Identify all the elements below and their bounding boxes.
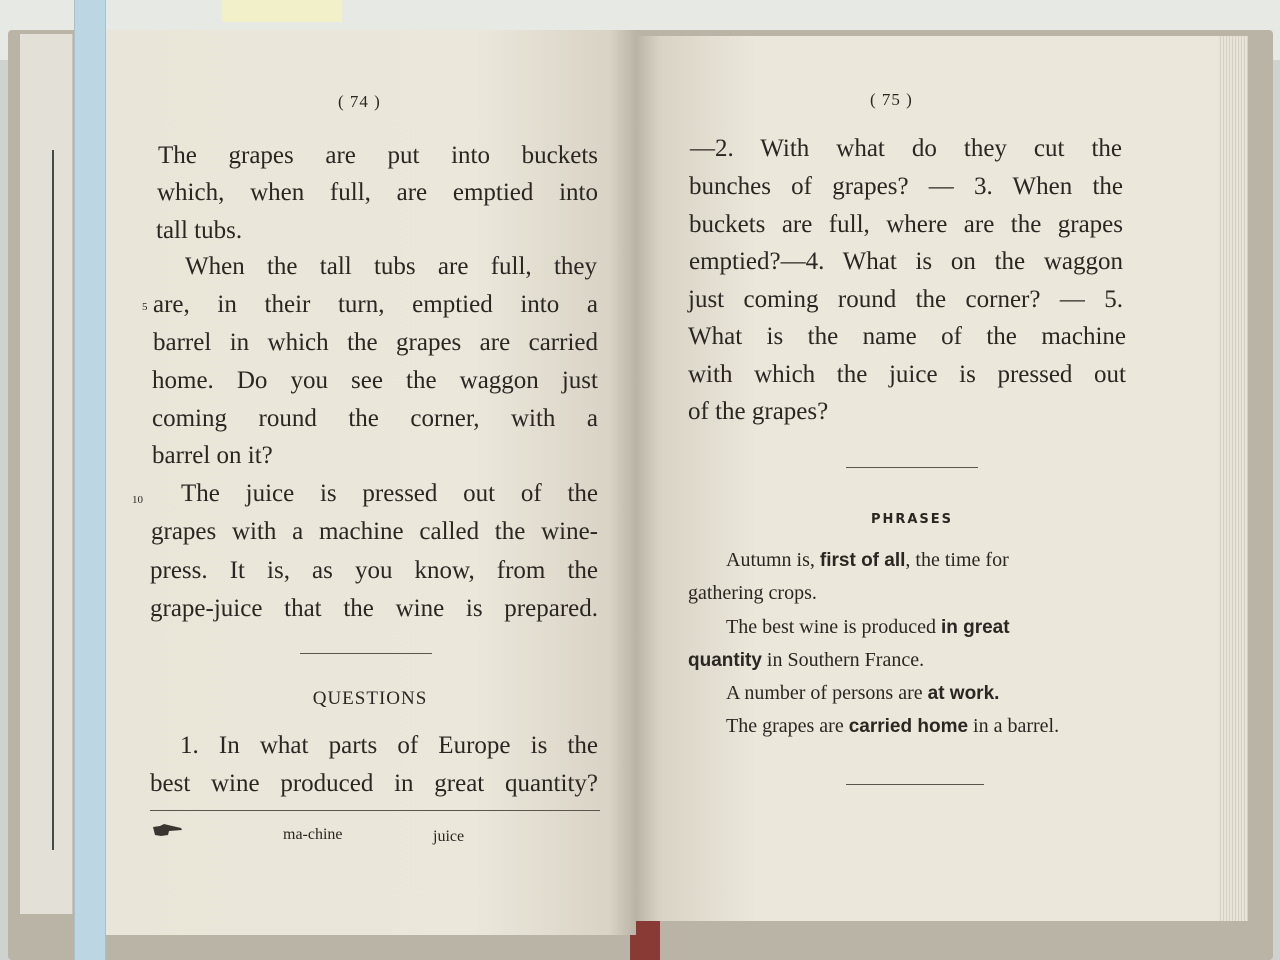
text-line: buckets are full, where are the grapes xyxy=(689,211,1123,238)
sheet-rule-line xyxy=(52,150,54,850)
text-line: of the grapes? xyxy=(688,398,829,425)
text-line: —2. With what do they cut the xyxy=(690,135,1122,162)
section-divider xyxy=(846,467,978,468)
text-line: with which the juice is pressed out xyxy=(688,361,1126,388)
text-line: coming round the corner, with a xyxy=(152,405,598,432)
text-line: What is the name of the machine xyxy=(688,323,1126,350)
text-line: When the tall tubs are full, they xyxy=(185,253,597,280)
phrase-bold: carried home xyxy=(848,716,969,737)
phrase-text: A number of persons are xyxy=(726,682,928,704)
phrase-line xyxy=(726,614,1010,641)
sticky-note xyxy=(222,0,342,22)
text-line: home. Do you see the waggon just xyxy=(152,367,598,394)
section-divider xyxy=(846,784,984,785)
phrase-text: in a barrel. xyxy=(968,715,1060,737)
text-line: barrel on it? xyxy=(152,442,273,469)
text-line: The juice is pressed out of the xyxy=(181,480,598,507)
page-number-left: ( 74 ) xyxy=(338,92,381,111)
phrase-text: in Southern France. xyxy=(761,649,925,671)
text-line: grapes with a machine called the wine- xyxy=(151,518,598,545)
text-line: 1. In what parts of Europe is the xyxy=(180,732,598,759)
text-line: grape-juice that the wine is prepared. xyxy=(150,595,598,622)
questions-heading: QUESTIONS xyxy=(312,688,428,709)
text-line: barrel in which the grapes are carried xyxy=(153,329,598,356)
line-number: 10 xyxy=(132,494,143,506)
text-line: tall tubs. xyxy=(156,217,243,244)
phrase-line xyxy=(726,680,999,707)
footer-rule xyxy=(150,810,600,811)
phrase-bold: first of all xyxy=(819,550,906,571)
text-line: emptied?—4. What is on the waggon xyxy=(689,248,1123,275)
phrase-line xyxy=(688,647,924,674)
bookmark-ribbon xyxy=(74,0,106,960)
right-page xyxy=(636,36,1238,921)
text-line: best wine produced in great quantity? xyxy=(150,770,598,797)
pointing-hand-icon xyxy=(152,823,184,837)
page-number-right: ( 75 ) xyxy=(870,90,913,109)
footer-word: juice xyxy=(433,828,465,845)
text-line: The grapes are put into buckets xyxy=(158,142,598,169)
phrases-heading: PHRASES xyxy=(870,512,954,527)
phrase-bold: at work. xyxy=(927,683,1000,704)
footer-word: ma-chine xyxy=(283,826,343,843)
phrase-bold: in great xyxy=(940,617,1010,638)
phrase-line xyxy=(688,580,817,606)
line-number: 5 xyxy=(142,301,148,313)
phrase-text: , the time for xyxy=(905,549,1009,571)
phrase-text: The grapes are xyxy=(726,715,849,737)
text-line: are, in their turn, emptied into a xyxy=(153,291,598,318)
phrase-text: Autumn is, xyxy=(726,549,820,571)
phrase-line xyxy=(726,713,1059,740)
phrase-text: The best wine is produced xyxy=(726,616,941,638)
facing-sheet xyxy=(20,34,73,914)
text-line: press. It is, as you know, from the xyxy=(150,557,598,584)
text-line: just coming round the corner? — 5. xyxy=(688,286,1123,313)
phrase-bold: quantity xyxy=(688,650,762,671)
text-line: which, when full, are emptied into xyxy=(157,179,598,206)
text-line: bunches of grapes? — 3. When the xyxy=(689,173,1123,200)
phrase-text: gathering crops. xyxy=(688,582,817,604)
phrase-line xyxy=(726,547,1009,574)
section-divider xyxy=(300,653,432,654)
page-edges xyxy=(1218,36,1248,921)
